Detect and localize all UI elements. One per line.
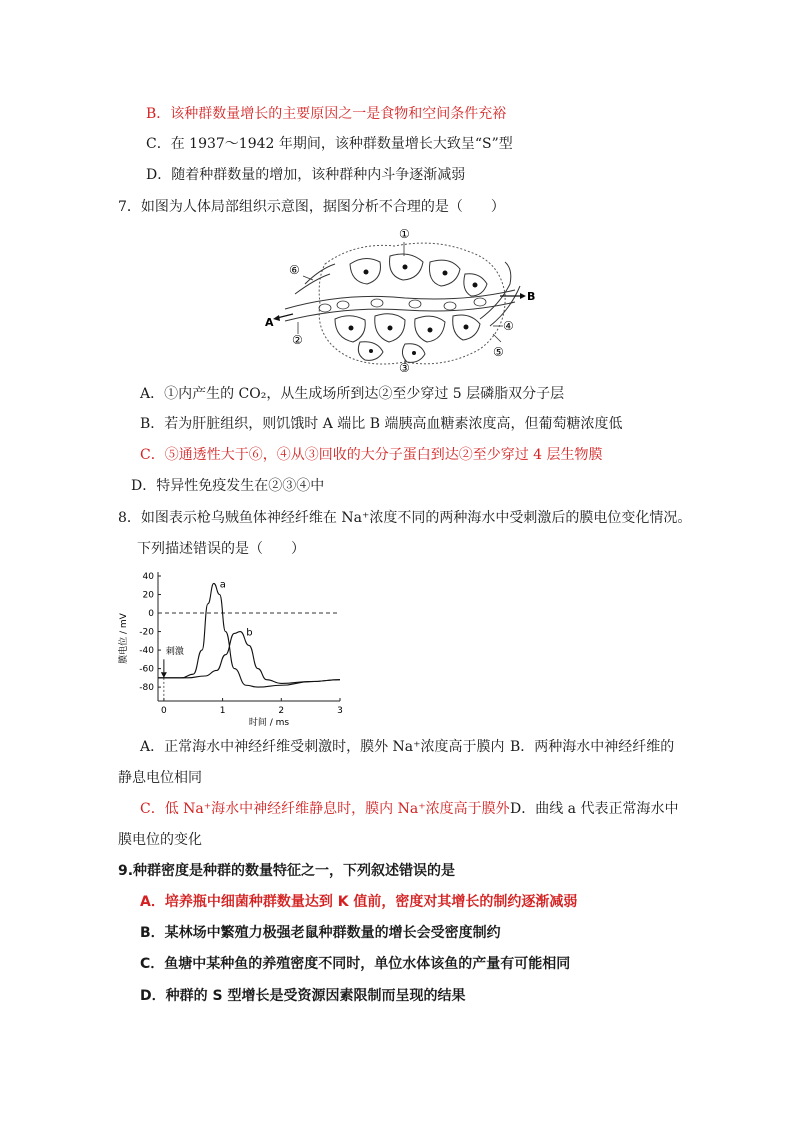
q9-option-a: A．培养瓶中细菌种群数量达到 K 值前，密度对其增长的制约逐渐减弱 bbox=[140, 894, 578, 910]
y-tick-label: -80 bbox=[139, 683, 154, 694]
series-b-line bbox=[158, 632, 340, 684]
q8-option-d-part1: D．曲线 a 代表正常海水中 bbox=[510, 801, 679, 817]
q8-option-c: C．低 Na⁺海水中神经纤维静息时，膜内 Na⁺浓度高于膜外 bbox=[140, 801, 510, 817]
y-tick-label: 20 bbox=[142, 590, 154, 601]
y-tick-label: -60 bbox=[139, 664, 154, 675]
q7-option-a: A．①内产生的 CO₂，从生成场所到达②至少穿过 5 层磷脂双分子层 bbox=[140, 386, 565, 402]
q7-option-d: D．特异性免疫发生在②③④中 bbox=[131, 478, 325, 494]
q8-option-b-part1: B．两种海水中神经纤维的 bbox=[510, 739, 675, 755]
q9-stem: 9.种群密度是种群的数量特征之一，下列叙述错误的是 bbox=[118, 863, 456, 879]
q8-option-b-part2: 静息电位相同 bbox=[118, 770, 202, 786]
q8-option-d-part2: 膜电位的变化 bbox=[118, 832, 202, 848]
q7-stem: 7．如图为人体局部组织示意图，据图分析不合理的是（ ） bbox=[118, 199, 505, 215]
y-tick-label: -40 bbox=[139, 646, 154, 657]
y-tick-label: -20 bbox=[139, 627, 154, 638]
stimulus-label: 刺激 bbox=[165, 646, 184, 657]
x-axis-label: 时间 / ms bbox=[248, 718, 290, 726]
q6-option-b: B．该种群数量增长的主要原因之一是食物和空间条件充裕 bbox=[146, 106, 507, 122]
q9-option-b: B．某林场中繁殖力极强老鼠种群数量的增长会受密度制约 bbox=[140, 925, 501, 941]
q8-substem: 下列描述错误的是（ ） bbox=[137, 541, 305, 557]
label-6: ⑥ bbox=[289, 263, 300, 277]
y-tick-label: 0 bbox=[148, 609, 154, 620]
membrane-potential-chart bbox=[118, 566, 348, 726]
label-3: ③ bbox=[399, 361, 410, 372]
stimulus-arrowhead bbox=[161, 672, 167, 678]
series-a-label: a bbox=[219, 579, 226, 591]
q8-option-a: A．正常海水中神经纤维受刺激时，膜外 Na⁺浓度高于膜内 bbox=[140, 739, 505, 755]
y-tick-label: 40 bbox=[142, 572, 154, 582]
q7-option-b: B．若为肝脏组织，则饥饿时 A 端比 B 端胰高血糖素浓度高，但葡萄糖浓度低 bbox=[140, 416, 623, 432]
y-axis-label: 膜电位 / mV bbox=[119, 613, 129, 664]
label-5: ⑤ bbox=[493, 345, 504, 359]
tissue-diagram bbox=[265, 224, 535, 372]
label-2: ② bbox=[292, 333, 303, 347]
x-tick-label: 0 bbox=[161, 706, 167, 716]
q6-option-d: D．随着种群数量的增加，该种群种内斗争逐渐减弱 bbox=[146, 167, 466, 183]
q7-option-c: C．⑤通透性大于⑥，④从③回收的大分子蛋白到达②至少穿过 4 层生物膜 bbox=[140, 447, 603, 463]
q8-stem: 8．如图表示枪乌贼鱼体神经纤维在 Na⁺浓度不同的两种海水中受刺激后的膜电位变化情况。 bbox=[118, 510, 692, 526]
x-tick-label: 1 bbox=[219, 706, 226, 716]
label-1: ① bbox=[399, 227, 410, 241]
q9-option-c: C．鱼塘中某种鱼的养殖密度不同时，单位水体该鱼的产量有可能相同 bbox=[140, 956, 571, 972]
label-b: B bbox=[527, 290, 535, 303]
x-tick-label: 3 bbox=[337, 706, 343, 716]
series-b-label: b bbox=[246, 627, 253, 639]
q6-option-c: C．在 1937～1942 年期间，该种群数量增长大致呈“S”型 bbox=[146, 136, 513, 152]
x-tick-label: 2 bbox=[278, 706, 285, 716]
q9-option-d: D．种群的 S 型增长是受资源因素限制而呈现的结果 bbox=[140, 988, 466, 1004]
label-a: A bbox=[265, 316, 274, 329]
label-4: ④ bbox=[503, 319, 514, 333]
